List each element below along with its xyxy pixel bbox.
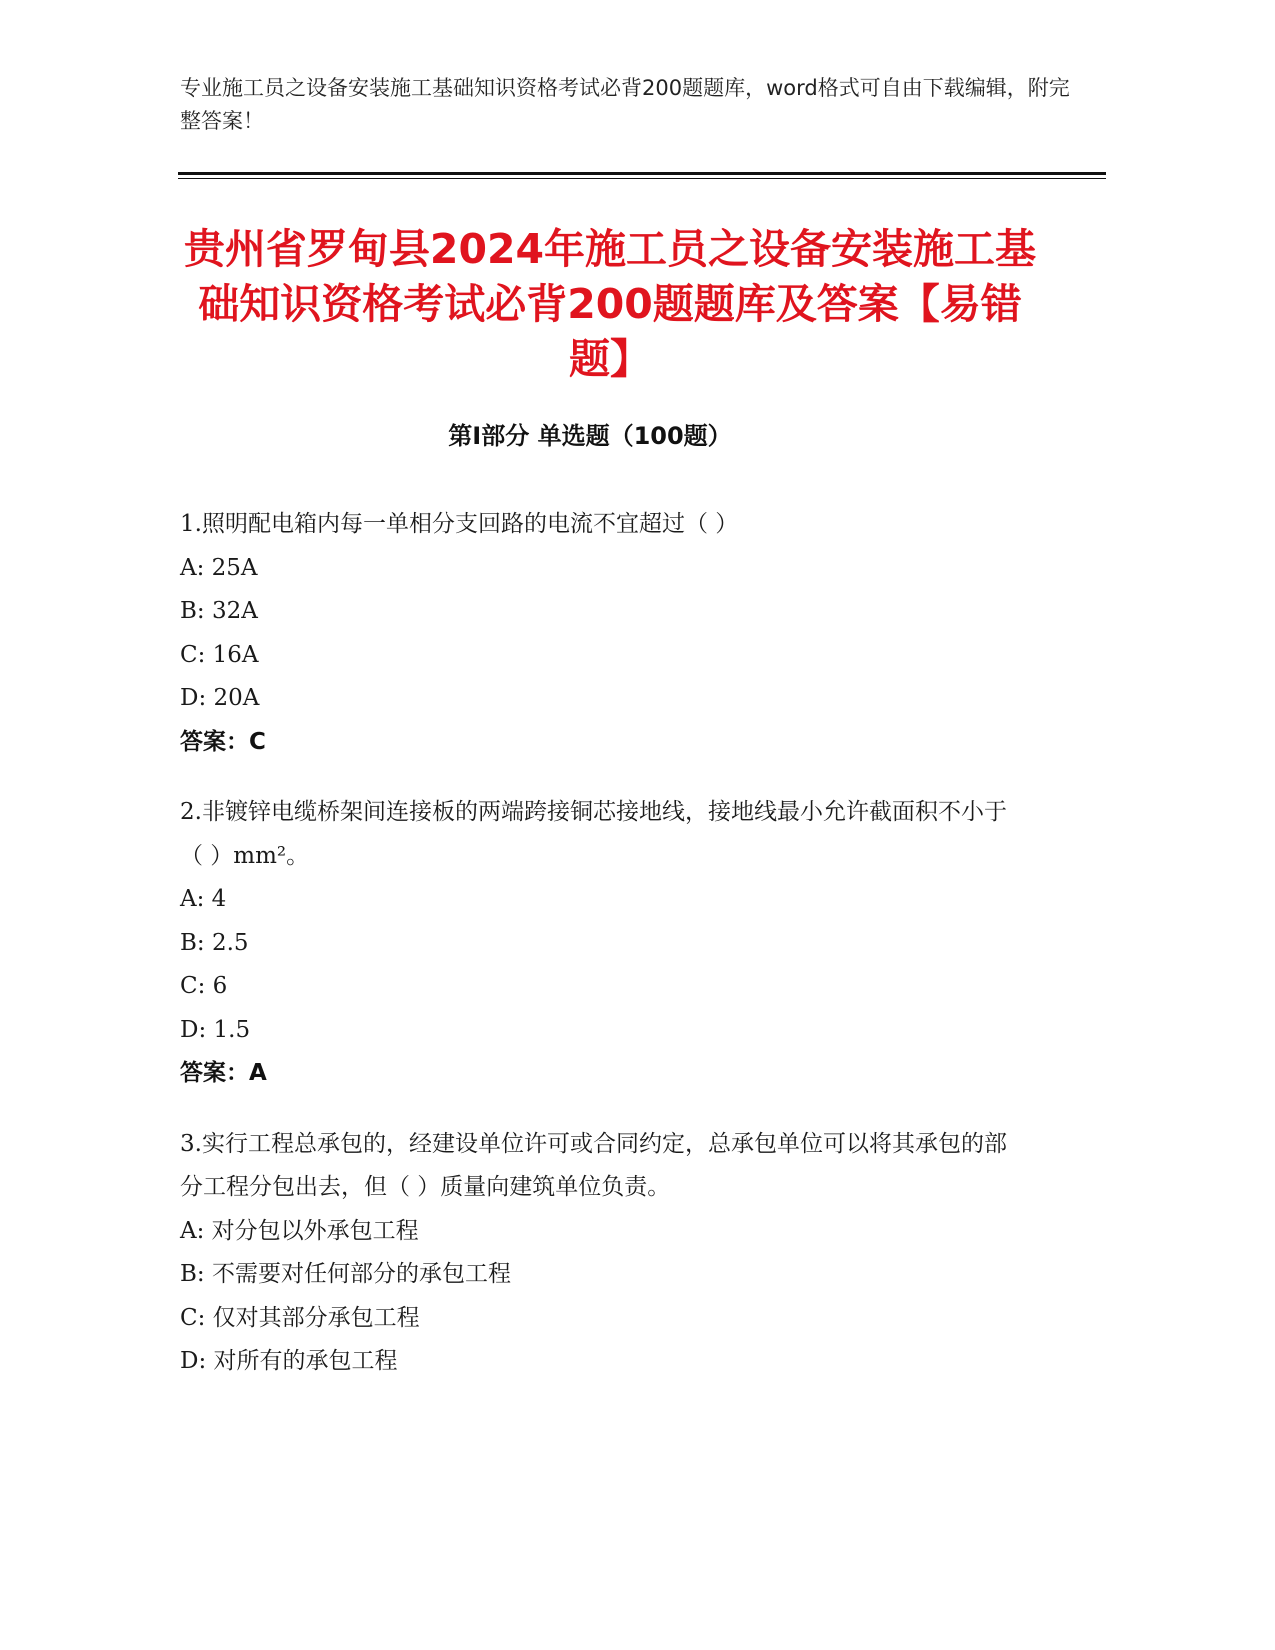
question-1 — [180, 503, 1040, 764]
option-d: D: 对所有的承包工程 — [180, 1348, 398, 1374]
option-a: A: 对分包以外承包工程 — [180, 1217, 419, 1244]
question-stem: 1.照明配电箱内每一单相分支回路的电流不宜超过（ ） — [180, 511, 739, 537]
option-b: B: 不需要对任何部分的承包工程 — [180, 1261, 511, 1287]
option-a: A: 25A — [180, 554, 258, 581]
option-d: D: 1.5 — [180, 1016, 251, 1043]
answer-line: 答案：C — [180, 728, 266, 755]
question-stem: 3.实行工程总承包的，经建设单位许可或合同约定，总承包单位可以将其承包的部分工程分包出去，但（ ）质量向建筑单位负责。 — [180, 1130, 1007, 1200]
header-divider-thick — [178, 172, 1106, 175]
header-note: 专业施工员之设备安装施工基础知识资格考试必背200题题库，word格式可自由下载编辑，附完整答案！ — [180, 76, 1070, 133]
question-stem: 2.非镀锌电缆桥架间连接板的两端跨接铜芯接地线，接地线最小允许截面积不小于（ ）mm²。 — [180, 799, 1007, 869]
option-d: D: 20A — [180, 685, 260, 711]
section-heading: 第I部分 单选题（100题） — [448, 422, 732, 450]
option-c: C: 16A — [180, 641, 259, 668]
answer-line: 答案：A — [180, 1060, 267, 1086]
header-divider-thin — [178, 178, 1106, 179]
option-b: B: 2.5 — [180, 929, 249, 956]
question-2 — [180, 791, 1040, 1096]
option-a: A: 4 — [180, 886, 227, 912]
question-3 — [180, 1123, 1040, 1384]
question-list — [180, 503, 1040, 1411]
document-title: 贵州省罗甸县2024年施工员之设备安装施工基础知识资格考试必背200题题库及答案【易错题】 — [183, 225, 1037, 383]
option-c: C: 6 — [180, 973, 228, 999]
option-b: B: 32A — [180, 598, 258, 624]
option-c: C: 仅对其部分承包工程 — [180, 1304, 420, 1331]
